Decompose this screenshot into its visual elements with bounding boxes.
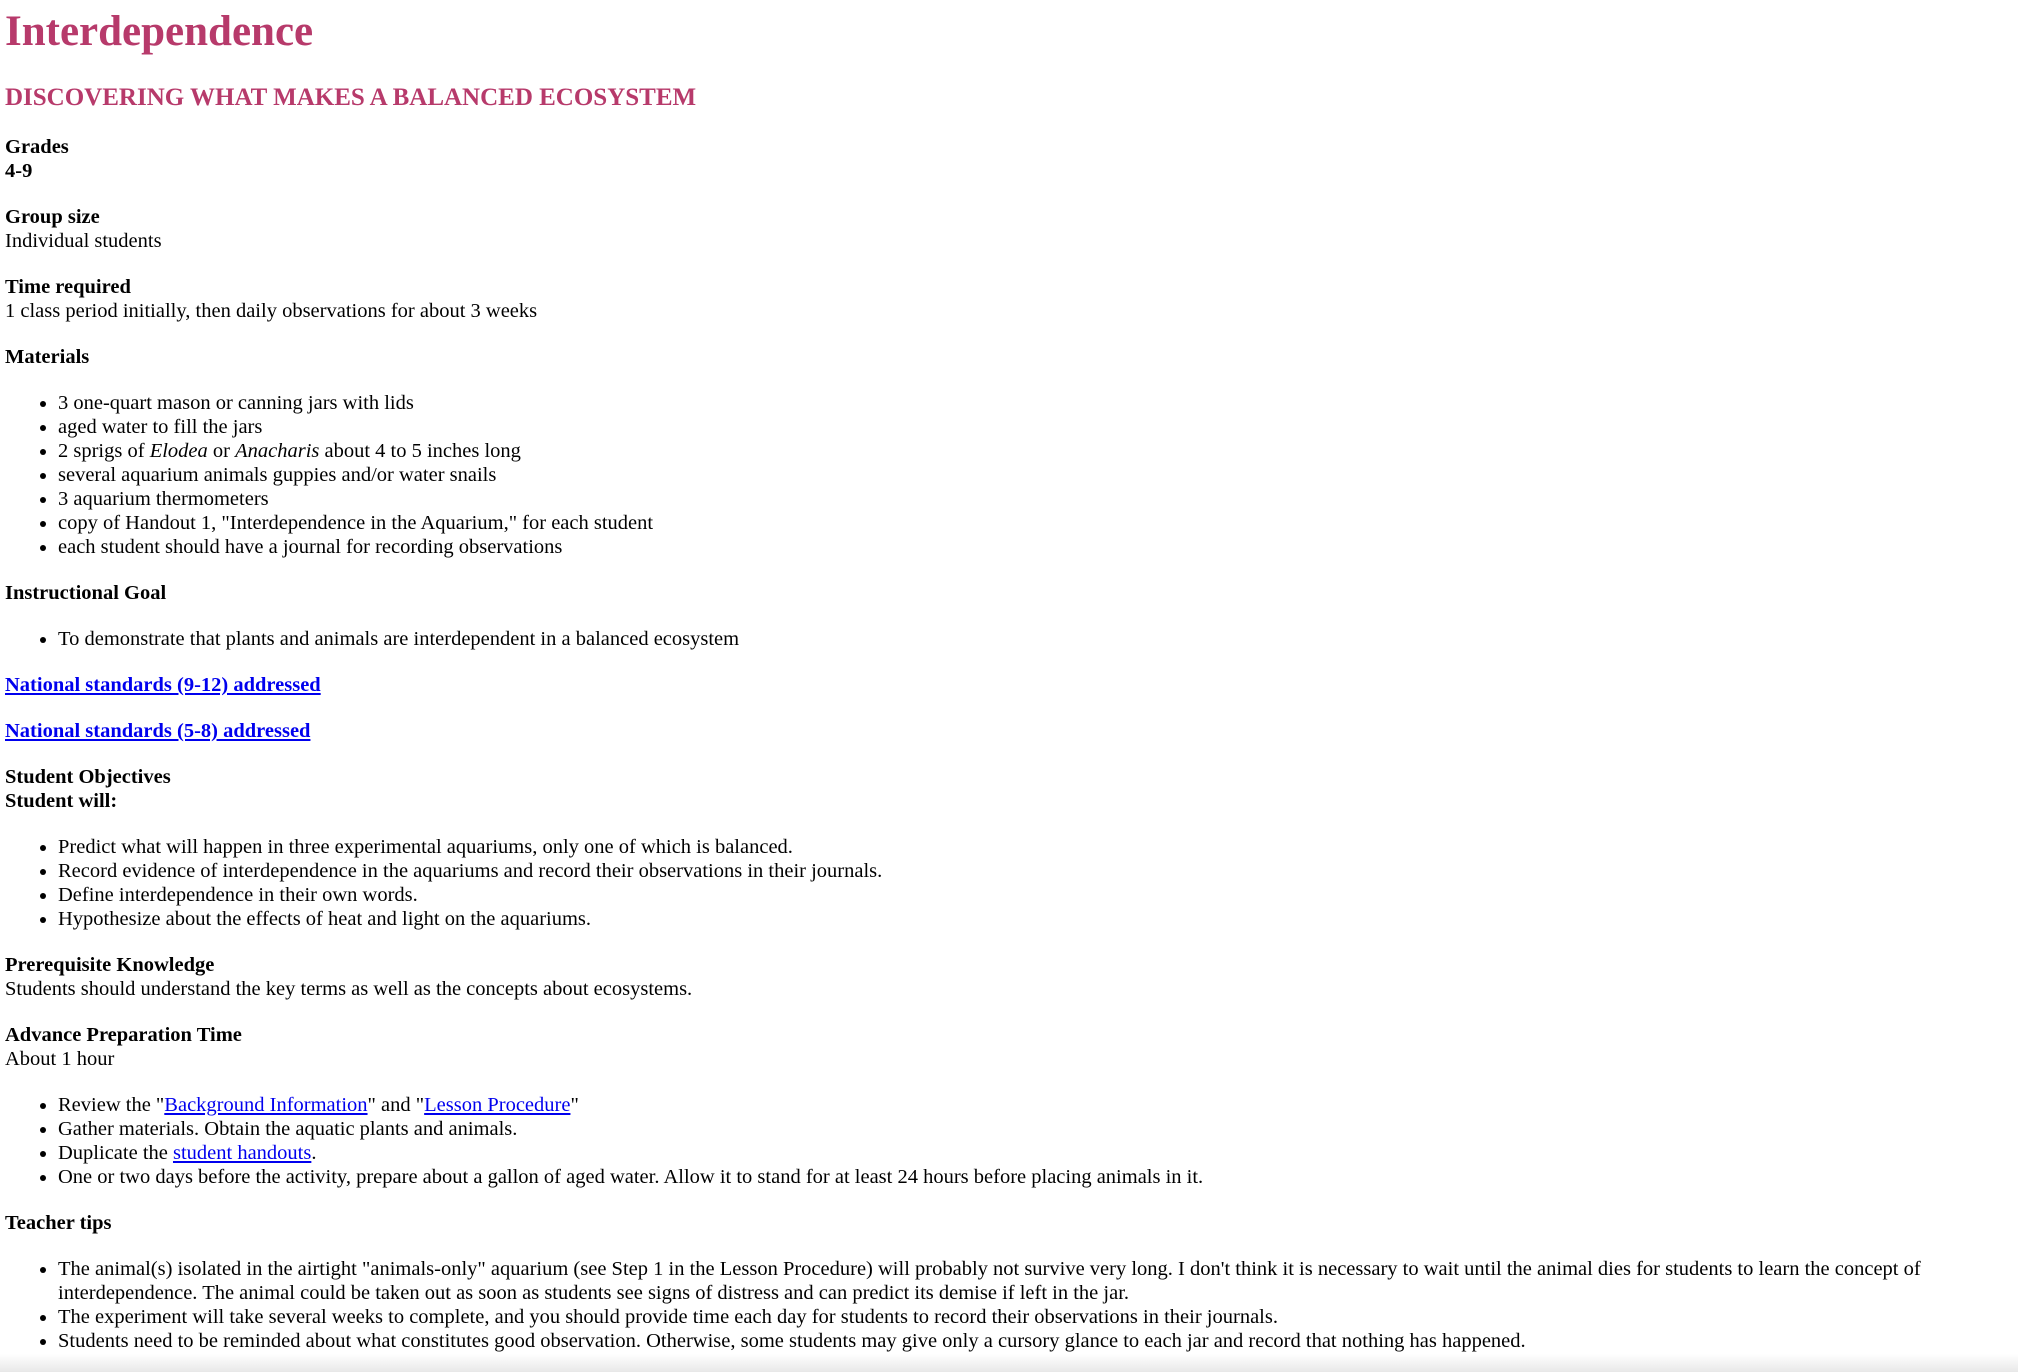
duplicate-text-before: Duplicate the (58, 1142, 173, 1164)
bottom-scroll-shade (0, 1354, 2018, 1372)
objectives-label: Student Objectives (5, 766, 171, 788)
lesson-page (5, 0, 2010, 1353)
standards-5-8-section (5, 719, 2010, 743)
list-item: • To demonstrate that plants and animals are interdependent in a balanced ecosystem (58, 627, 2010, 651)
list-item: • Hypothesize about the effects of heat and light on the aquariums. (58, 907, 2010, 931)
standards-5-8-link[interactable]: National standards (5-8) addressed (5, 720, 311, 742)
group-size-value: Individual students (5, 230, 162, 252)
list-item: • Students need to be reminded about what constitutes good observation. Otherwise, some students may give only a cursory glance to each jar and record that nothing has happened. (58, 1329, 2010, 1353)
standards-9-12-link[interactable]: National standards (9-12) addressed (5, 674, 321, 696)
teacher-tips-label: Teacher tips (5, 1212, 112, 1234)
teacher-tips-list (5, 1257, 2010, 1353)
list-item: • 3 one-quart mason or canning jars with lids (58, 391, 2010, 415)
list-item: • aged water to fill the jars (58, 415, 2010, 439)
time-required-value: 1 class period initially, then daily observations for about 3 weeks (5, 300, 538, 322)
materials-label: Materials (5, 346, 90, 368)
list-item: • The experiment will take several weeks to complete, and you should provide time each day for students to record their observations in their journals. (58, 1305, 2010, 1329)
instructional-goal-list (5, 627, 2010, 651)
time-required-section (5, 275, 2010, 323)
list-item: • Record evidence of interdependence in the aquariums and record their observations in their journals. (58, 859, 2010, 883)
group-size-section (5, 205, 2010, 253)
teacher-tips-section (5, 1211, 2010, 1353)
list-item (58, 1093, 2010, 1117)
list-item: • Predict what will happen in three experimental aquariums, only one of which is balanced. (58, 835, 2010, 859)
grades-section (5, 135, 2010, 183)
group-size-label: Group size (5, 206, 100, 228)
prerequisite-label: Prerequisite Knowledge (5, 954, 215, 976)
advance-prep-label: Advance Preparation Time (5, 1024, 242, 1046)
time-required-label: Time required (5, 276, 131, 298)
instructional-goal-label: Instructional Goal (5, 582, 167, 604)
sprigs-text-before: 2 sprigs of (58, 440, 150, 462)
lesson-procedure-link[interactable]: Lesson Procedure (424, 1094, 571, 1116)
list-item: • copy of Handout 1, "Interdependence in the Aquarium," for each student (58, 511, 2010, 535)
sprigs-text-after: about 4 to 5 inches long (319, 440, 521, 462)
grades-label: Grades (5, 136, 69, 158)
background-information-link[interactable]: Background Information (164, 1094, 368, 1116)
objectives-sublabel: Student will: (5, 790, 118, 812)
prerequisite-section (5, 953, 2010, 1001)
sprigs-text-or: or (207, 440, 236, 462)
page-title: Interdependence (5, 8, 314, 55)
standards-9-12-section (5, 673, 2010, 697)
elodea-name: Elodea (149, 440, 208, 462)
objectives-section (5, 765, 2010, 931)
list-item: • each student should have a journal for recording observations (58, 535, 2010, 559)
materials-section (5, 345, 2010, 559)
duplicate-text-after: . (311, 1142, 317, 1164)
instructional-goal-section (5, 581, 2010, 651)
list-item: • 3 aquarium thermometers (58, 487, 2010, 511)
anacharis-name: Anacharis (235, 440, 320, 462)
review-text-middle: " and " (367, 1094, 425, 1116)
list-item: • One or two days before the activity, prepare about a gallon of aged water. Allow it to stand for at least 24 hours before placing animals in it. (58, 1165, 2010, 1189)
list-item (58, 439, 2010, 463)
list-item (58, 1141, 2010, 1165)
list-item: • several aquarium animals guppies and/or water snails (58, 463, 2010, 487)
list-item: • The animal(s) isolated in the airtight "animals-only" aquarium (see Step 1 in the Lesson Procedure) will probably not survive very long. I don't think it is necessary to wait until the animal dies for students to learn the concept of interdependence. The animal could be taken out as soon as students see signs of distress and can predict its demise if left in the jar. (58, 1257, 2010, 1305)
list-item: • Define interdependence in their own words. (58, 883, 2010, 907)
page-subtitle: DISCOVERING WHAT MAKES A BALANCED ECOSYSTEM (5, 84, 697, 111)
advance-prep-section (5, 1023, 2010, 1189)
list-item: • Gather materials. Obtain the aquatic plants and animals. (58, 1117, 2010, 1141)
review-text-before: Review the " (58, 1094, 165, 1116)
objectives-list (5, 835, 2010, 931)
student-handouts-link[interactable]: student handouts (172, 1142, 312, 1164)
advance-prep-value: About 1 hour (5, 1048, 115, 1070)
review-text-after: " (570, 1094, 579, 1116)
prerequisite-value: Students should understand the key terms as well as the concepts about ecosystems. (5, 978, 693, 1000)
materials-list (5, 391, 2010, 559)
grades-value: 4-9 (5, 160, 33, 182)
advance-prep-list (5, 1093, 2010, 1189)
